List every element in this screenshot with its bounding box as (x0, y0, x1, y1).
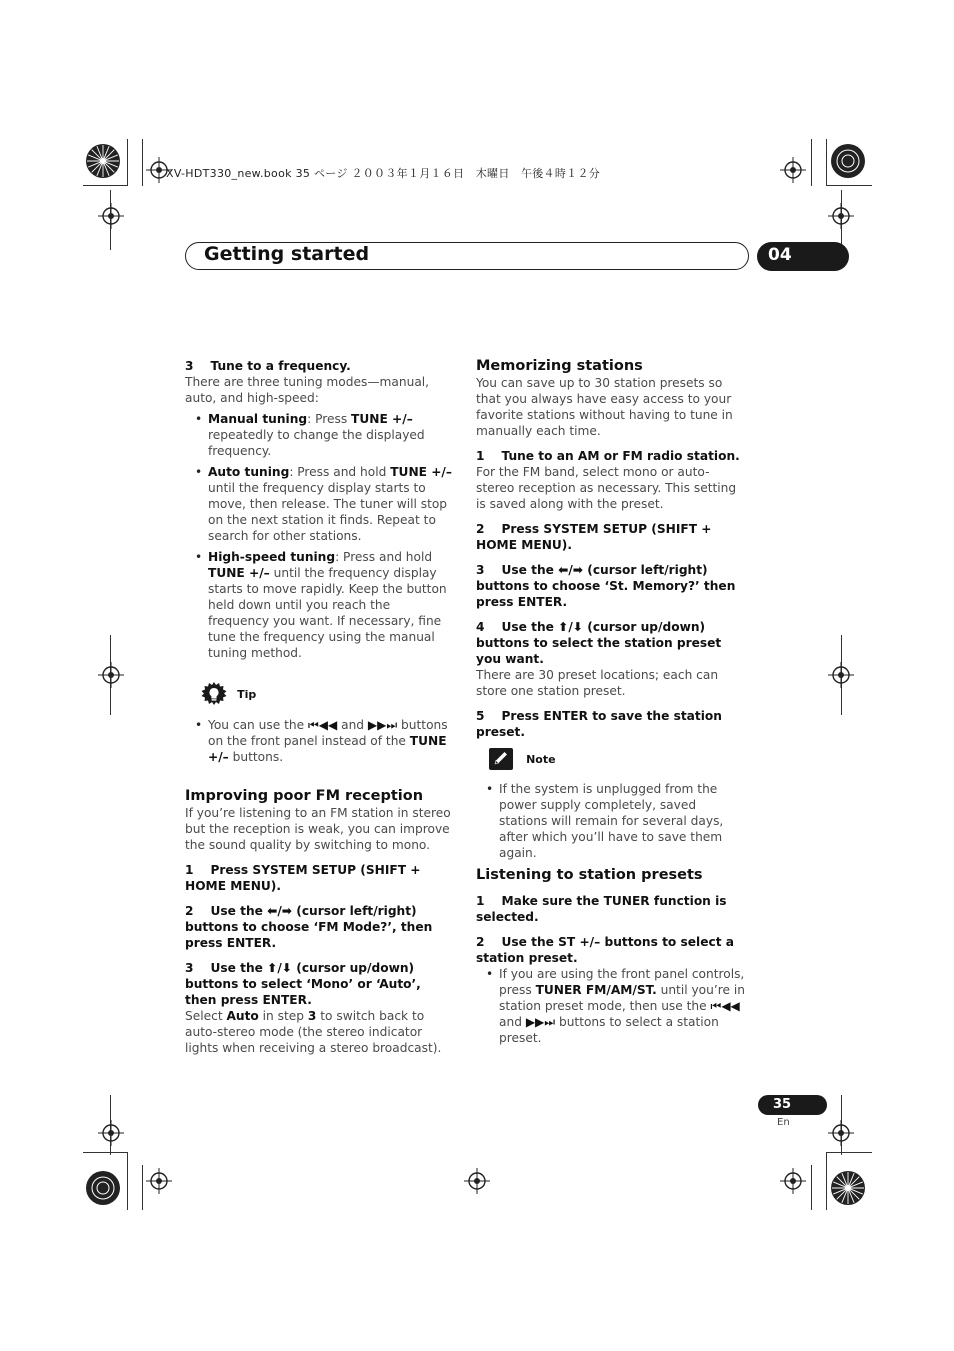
text-run: (cursor up/down) buttons to select ‘Mono’ or ‘Auto’, then press ENTER. (185, 961, 421, 1007)
body-text: If you’re listening to an FM station in stereo but the reception is weak, you can improve the sound quality by switching to mono. (185, 806, 451, 852)
tip-header (200, 681, 256, 707)
left-right-arrows-icon: ⬅/➡ (267, 904, 293, 918)
text-run: Use the (210, 904, 268, 918)
body-text: There are 30 preset locations; each can store one station preset. (476, 668, 719, 698)
text-run: to switch back to auto-stereo mode (the stereo indicator lights when receiving a stereo broadcast). (185, 1009, 442, 1055)
step-number: 1 (476, 894, 485, 908)
page-language: En (777, 1117, 790, 1128)
step-heading (185, 903, 453, 951)
text-run: You can use the (208, 718, 308, 732)
starburst-mark-icon (85, 143, 121, 179)
text-run: Use the (501, 620, 559, 634)
term-label: Manual tuning (208, 412, 308, 426)
text-run: and (499, 1015, 526, 1029)
chapter-number: 04 (768, 245, 792, 265)
key-label: TUNE +/– (351, 412, 413, 426)
list-item (185, 549, 453, 661)
skip-back-icon: ⏮◀◀ (710, 999, 740, 1013)
listen-section (476, 866, 746, 1046)
text-run: Use the (210, 961, 268, 975)
text-run: Use the (501, 563, 559, 577)
step-heading (476, 448, 746, 464)
skip-forward-icon: ▶▶⏭ (367, 718, 398, 732)
step-heading (476, 934, 746, 966)
term-label: High-speed tuning (208, 550, 336, 564)
note-header (489, 748, 556, 770)
term-label: Auto tuning (208, 465, 290, 479)
step-number: 3 (476, 563, 485, 577)
list-item (185, 717, 453, 765)
step-title: Press SYSTEM SETUP (SHIFT + HOME MENU). (476, 522, 712, 552)
key-label: TUNER FM/AM/ST. (535, 983, 657, 997)
step-heading (476, 562, 746, 610)
step-number: 3 (185, 359, 194, 373)
body-text (185, 1008, 453, 1056)
text-run: (cursor left/right) buttons to choose ‘FM Mode?’, then press ENTER. (185, 904, 433, 950)
step-title: Press SYSTEM SETUP (SHIFT + HOME MENU). (185, 863, 421, 893)
text-run: : Press (307, 412, 352, 426)
step-number: 2 (476, 522, 485, 536)
text-run: until the frequency display starts to move, then release. The tuner will stop on the next station it finds. Repeat to search for other stations. (208, 481, 448, 543)
step-heading (476, 619, 746, 667)
lightbulb-icon (200, 681, 228, 707)
tip-content (185, 717, 453, 765)
note-content (476, 781, 746, 861)
step-title: Tune to a frequency. (210, 359, 351, 373)
body-text: There are three tuning modes—manual, auto, and high-speed: (185, 375, 430, 405)
step-number: 2 (476, 935, 485, 949)
registration-mark-icon (98, 662, 124, 688)
registration-mark-icon (828, 1120, 854, 1146)
step-title: Tune to an AM or FM radio station. (501, 449, 740, 463)
print-file-header: XV-HDT330_new.book 35 ページ ２００３年１月１６日 木曜日 午後４時１２分 (166, 167, 601, 180)
registration-mark-icon (98, 203, 124, 229)
starburst-mark-icon (85, 1170, 121, 1206)
key-label: TUNE +/– (208, 566, 270, 580)
tip-label: Tip (237, 687, 257, 701)
step-heading (185, 960, 453, 1008)
text-run: (cursor left/right) buttons to choose ‘St. Memory?’ then press ENTER. (476, 563, 736, 609)
body-text: You can save up to 30 station presets so that you always have easy access to your favorite stations without having to tune in manually each time. (476, 376, 733, 438)
registration-mark-icon (146, 1168, 172, 1194)
section-heading: Improving poor FM reception (185, 788, 424, 804)
list-item (476, 966, 746, 1046)
note-label: Note (526, 752, 556, 766)
key-label: TUNE +/– (390, 465, 452, 479)
up-down-arrows-icon: ⬆/⬇ (267, 961, 293, 975)
skip-forward-icon: ▶▶⏭ (525, 1015, 556, 1029)
text-run: buttons on the front panel instead of the (208, 718, 448, 748)
skip-back-icon: ⏮◀◀ (307, 718, 338, 732)
pencil-note-icon (489, 748, 513, 770)
section-heading: Listening to station presets (476, 867, 703, 883)
text-run: : Press and hold (335, 550, 433, 564)
text-run: Select (185, 1009, 227, 1023)
section-heading: Memorizing stations (476, 358, 643, 374)
step-number: 2 (185, 904, 194, 918)
step-number: 5 (476, 709, 485, 723)
step-heading (476, 893, 746, 925)
list-item (185, 411, 453, 459)
step-title: Use the ST +/– buttons to select a station preset. (476, 935, 734, 965)
text-run: until you’re in station preset mode, then use the (499, 983, 745, 1013)
fm-section (185, 787, 453, 1056)
page-number-tab (758, 1095, 827, 1115)
step-title: Press ENTER to save the station preset. (476, 709, 722, 739)
text-run: and (337, 718, 368, 732)
registration-mark-icon (464, 1168, 490, 1194)
step-title: Make sure the TUNER function is selected. (476, 894, 727, 924)
registration-mark-icon (98, 1120, 124, 1146)
right-column (476, 357, 746, 740)
registration-mark-icon (828, 203, 854, 229)
body-text: For the FM band, select mono or auto-stereo reception as necessary. This setting is saved along with the preset. (476, 465, 737, 511)
starburst-mark-icon (830, 1170, 866, 1206)
list-item: • If the system is unplugged from the power supply completely, saved stations will remain for several days, after which you’ll have to save them again. (476, 781, 746, 861)
list-item (185, 464, 453, 544)
text-run: If you are using the front panel controls, press (499, 967, 745, 997)
left-column (185, 358, 453, 661)
text-run: repeatedly to change the displayed frequency. (208, 428, 425, 458)
step-ref: 3 (307, 1009, 317, 1023)
registration-mark-icon (780, 157, 806, 183)
registration-mark-icon (780, 1168, 806, 1194)
step-number: 3 (185, 961, 194, 975)
text-run: in step (258, 1009, 308, 1023)
step-heading (476, 708, 746, 740)
chapter-title: Getting started (204, 243, 370, 265)
step-heading (185, 358, 453, 374)
step-number: 1 (476, 449, 485, 463)
left-right-arrows-icon: ⬅/➡ (558, 563, 584, 577)
text-run: buttons to select a station preset. (499, 1015, 719, 1045)
key-label: Auto (226, 1009, 259, 1023)
text-run: : Press and hold (289, 465, 391, 479)
text-run: (cursor up/down) buttons to select the station preset you want. (476, 620, 722, 666)
text-run: buttons. (228, 750, 284, 764)
page-number: 35 (773, 1097, 792, 1112)
key-label: TUNE +/– (208, 734, 447, 764)
registration-mark-icon (828, 662, 854, 688)
text-run: until the frequency display starts to move rapidly. Keep the button held down until you reach the frequency you want. If necessary, fine tune the frequency using the manual tuning method. (208, 566, 447, 660)
up-down-arrows-icon: ⬆/⬇ (558, 620, 584, 634)
starburst-mark-icon (830, 143, 866, 179)
step-heading (476, 521, 746, 553)
step-number: 1 (185, 863, 194, 877)
step-heading (185, 862, 453, 894)
step-number: 4 (476, 620, 485, 634)
